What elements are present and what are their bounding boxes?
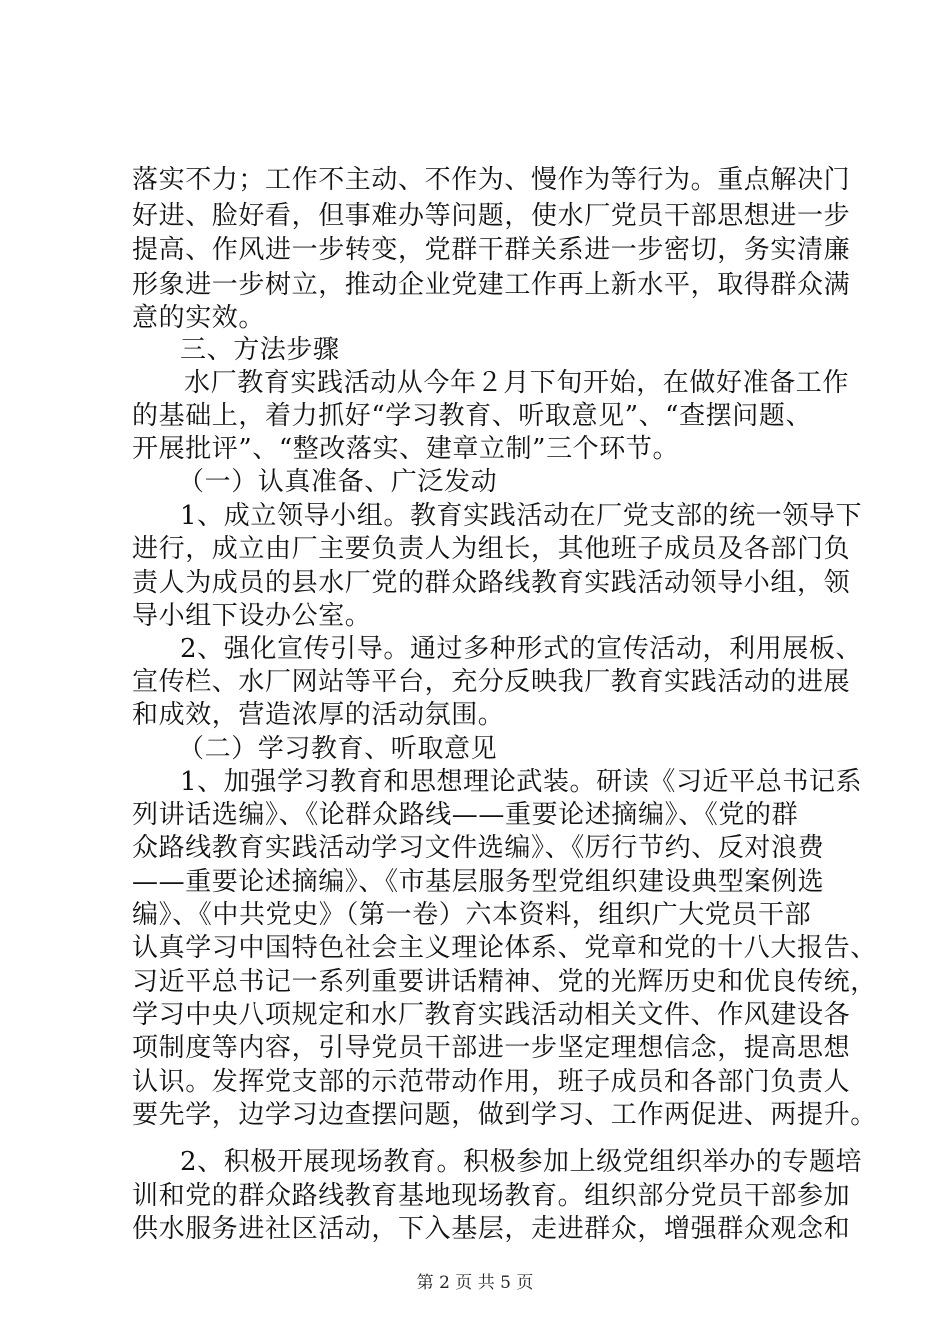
text-line: 好进、脸好看，但事难办等问题，使水厂党员干部思想进一步 xyxy=(132,201,851,231)
text-line: 要先学，边学习边查摆问题，做到学习、工作两促进、两提升。 xyxy=(132,1100,877,1130)
section-heading: 三、方法步骤 xyxy=(180,335,340,365)
text-line: 导小组下设办公室。 xyxy=(132,601,372,631)
text-line: 意的实效。 xyxy=(132,303,266,333)
text-line: 列讲话选编》、《论群众路线——重要论述摘编》、《党的群 xyxy=(132,800,799,830)
subsection-heading: （一）认真准备、广泛发动 xyxy=(178,467,498,497)
text-line: 训和党的群众路线教育基地现场教育。组织部分党员干部参加 xyxy=(132,1181,851,1211)
text-line: ——重要论述摘编》、《市基层服务型党组织建设典型案例选 xyxy=(132,867,825,897)
page-number-footer: 第 2 页 共 5 页 xyxy=(416,1273,534,1293)
text-line: 学习中央八项规定和水厂教育实践活动相关文件、作风建设各 xyxy=(132,1000,851,1030)
subsection-heading: （二）学习教育、听取意见 xyxy=(178,734,498,764)
text-line: 责人为成员的县水厂党的群众路线教育实践活动领导小组，领 xyxy=(132,568,851,598)
text-line: 宣传栏、水厂网站等平台，充分反映我厂教育实践活动的进展 xyxy=(132,667,851,697)
text-line: 开展批评”、“整改落实、建章立制”三个环节。 xyxy=(132,434,680,464)
text-line: 认识。发挥党支部的示范带动作用，班子成员和各部门负责人 xyxy=(132,1067,851,1097)
text-line: 落实不力；工作不主动、不作为、慢作为等行为。重点解决门 xyxy=(132,165,851,195)
text-line: 1、加强学习教育和思想理论武装。研读《习近平总书记系 xyxy=(180,767,863,797)
text-line: 众路线教育实践活动学习文件选编》、《厉行节约、反对浪费 xyxy=(132,833,825,863)
text-line: 项制度等内容，引导党员干部进一步坚定理想信念，提高思想 xyxy=(132,1033,851,1063)
text-line: 认真学习中国特色社会主义理论体系、党章和党的十八大报告、 xyxy=(132,933,877,963)
text-line: 供水服务进社区活动，下入基层，走进群众，增强群众观念和 xyxy=(132,1214,851,1244)
text-line: 和成效，营造浓厚的活动氛围。 xyxy=(132,700,505,730)
text-line: 进行，成立由厂主要负责人为组长，其他班子成员及各部门负 xyxy=(132,534,851,564)
text-line: 形象进一步树立，推动企业党建工作再上新水平，取得群众满 xyxy=(132,270,851,300)
text-line: 的基础上，着力抓好“学习教育、听取意见”、“查摆问题、 xyxy=(132,401,813,431)
text-line: 1、成立领导小组。教育实践活动在厂党支部的统一领导下 xyxy=(180,501,863,531)
text-line: 2、强化宣传引导。通过多种形式的宣传活动，利用展板、 xyxy=(180,634,863,664)
text-line: 习近平总书记一系列重要讲话精神、党的光辉历史和优良传统， xyxy=(132,967,877,997)
text-line: 编》、《中共党史》（第一卷）六本资料，组织广大党员干部 xyxy=(132,900,812,930)
text-line: 水厂教育实践活动从今年２月下旬开始，在做好准备工作 xyxy=(184,368,850,398)
text-line: 提高、作风进一步转变，党群干群关系进一步密切，务实清廉 xyxy=(132,235,851,265)
text-line: 2、积极开展现场教育。积极参加上级党组织举办的专题培 xyxy=(180,1147,863,1177)
